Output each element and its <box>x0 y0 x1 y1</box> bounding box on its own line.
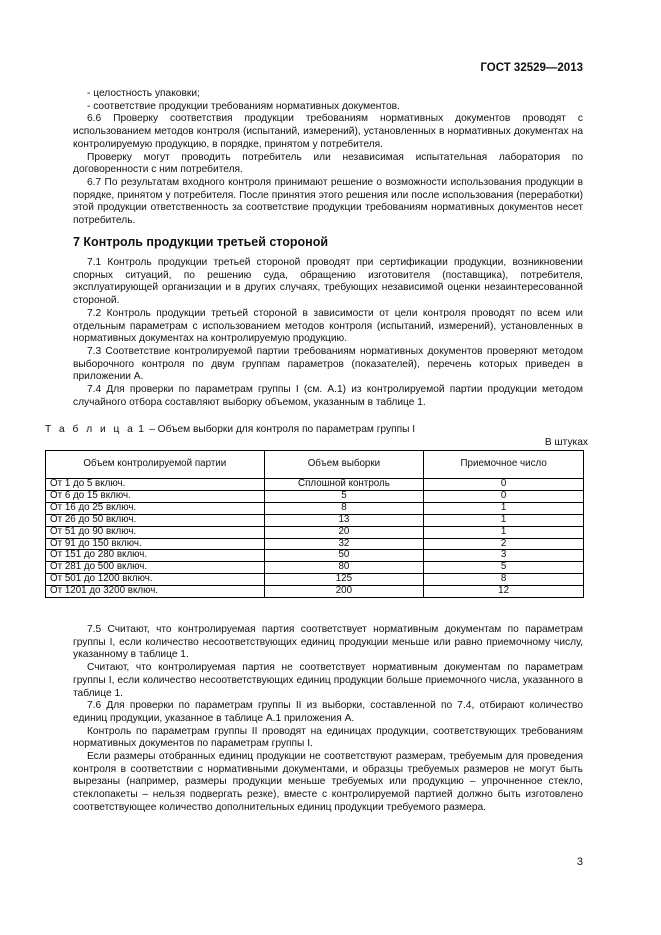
paragraph: 7.5 Считают, что контролируемая партия соответствует нормативным документам по параметрам группы I, если количество несоответствующих единиц продукции меньше или равно приемочному числу, указанному в таблице 1. <box>73 624 583 661</box>
table-row <box>46 514 584 526</box>
table-cell: 50 <box>264 550 424 562</box>
table-cell: От 51 до 90 включ. <box>46 526 265 538</box>
table-row <box>46 562 584 574</box>
table-cell: 8 <box>264 502 424 514</box>
table-cell: 1 <box>424 502 584 514</box>
table-cell: 5 <box>264 490 424 502</box>
table-row <box>46 490 584 502</box>
table-caption-label: Т а б л и ц а <box>45 424 136 435</box>
paragraph: 6.6 Проверку соответствия продукции требованиям нормативных документов проводят с использованием методов контроля (испытаний, измерений), установленных в нормативных документах на контролируемую продукцию, в порядке, принятом у потребителя. <box>73 113 583 150</box>
table-cell: 0 <box>424 490 584 502</box>
column-header: Приемочное число <box>424 451 584 479</box>
table-cell: 32 <box>264 538 424 550</box>
paragraph: Если размеры отобранных единиц продукции не соответствуют размерам, требуемым для проведения контроля в соответствии с нормативными документами, и образцы требуемых размеров не могут быть вырезаны (например, размеры продукции меньше требуемых или продукцию – упрочненное стекло, стеклопакеты – нельзя подвергать резке), вместе с контролируемой партией должно быть изготовлено соответствующее количество дополнительных единиц продукции требуемого размера. <box>73 751 583 813</box>
page-number: 3 <box>576 856 583 868</box>
column-header: Объем контролируемой партии <box>46 451 265 479</box>
table-caption <box>45 424 415 435</box>
paragraph: - целостность упаковки; <box>87 88 200 99</box>
table-cell: 5 <box>424 562 584 574</box>
table-caption-text: – Объем выборки для контроля по параметрам группы I <box>146 424 416 435</box>
table-cell: 12 <box>424 586 584 598</box>
table-caption-number: 1 <box>138 424 147 435</box>
section-heading: 7 Контроль продукции третьей стороной <box>73 235 329 249</box>
section-7-text <box>73 257 583 409</box>
table-row <box>46 574 584 586</box>
column-header: Объем выборки <box>264 451 424 479</box>
table-cell: 200 <box>264 586 424 598</box>
table-cell: 1 <box>424 526 584 538</box>
bottom-text-block <box>73 624 583 815</box>
table-cell: От 1 до 5 включ. <box>46 479 265 491</box>
paragraph: Контроль по параметрам группы II проводят на единицах продукции, соответствующих требованиям нормативных документов по параметрам группы I. <box>73 725 583 750</box>
table-row <box>46 502 584 514</box>
table-cell: 8 <box>424 574 584 586</box>
table-row <box>46 586 584 598</box>
paragraph: 7.1 Контроль продукции третьей стороной проводят при сертификации продукции, возникновении спорных ситуаций, по решению суда, обращению изготовителя (поставщика), потребителя, эксплуатирующей организации и в других случаях, требующих независимой оценки незаинтересованной стороной. <box>73 257 583 307</box>
table-cell: Сплошной контроль <box>264 479 424 491</box>
table-cell: 125 <box>264 574 424 586</box>
table-cell: От 16 до 25 включ. <box>46 502 265 514</box>
table-cell: От 501 до 1200 включ. <box>46 574 265 586</box>
table-cell: 3 <box>424 550 584 562</box>
paragraph: 7.4 Для проверки по параметрам группы I (см. А.1) из контролируемой партии продукции методом случайного отбора составляют выборку объемом, указанным в таблице 1. <box>73 384 583 408</box>
table-cell: От 91 до 150 включ. <box>46 538 265 550</box>
table-cell: От 1201 до 3200 включ. <box>46 586 265 598</box>
table-row <box>46 479 584 491</box>
table-cell: 20 <box>264 526 424 538</box>
document-code: ГОСТ 32529—2013 <box>480 62 583 74</box>
table-cell: От 151 до 280 включ. <box>46 550 265 562</box>
table-cell: 0 <box>424 479 584 491</box>
paragraph: Проверку могут проводить потребитель или независимая испытательная лаборатория по договоренности с ним потребителя. <box>73 151 583 176</box>
top-text-block <box>73 88 583 228</box>
table-cell: От 281 до 500 включ. <box>46 562 265 574</box>
paragraph: 7.2 Контроль продукции третьей стороной в зависимости от цели контроля проводят по всем или отдельным параметрам с использованием методов контроля (испытаний, измерений), установленных в нормативных документах на контролируемую продукцию. <box>73 307 583 345</box>
table-units: В штуках <box>544 437 588 448</box>
paragraph: Считают, что контролируемая партия не соответствует нормативным документам по параметрам группы I, если количество несоответствующих единиц продукции больше приемочного числа, указанного в таблице 1. <box>73 662 583 699</box>
table-row <box>46 526 584 538</box>
sample-size-table <box>45 450 584 598</box>
table-cell: От 26 до 50 включ. <box>46 514 265 526</box>
table-cell: 1 <box>424 514 584 526</box>
table-cell: 2 <box>424 538 584 550</box>
table-row <box>46 538 584 550</box>
table-row <box>46 550 584 562</box>
paragraph: 6.7 По результатам входного контроля принимают решение о возможности использования продукции в порядке, принятом у потребителя. После принятия этого решения или после использования (переработки) этой продукции ответственность за соответствие продукции требованиям нормативных документов несет потребитель. <box>73 176 583 227</box>
paragraph: 7.3 Соответствие контролируемой партии требованиям нормативных документов проверяют методом выборочного контроля по двум группам параметров (показателей), перечень которых приведен в приложении А. <box>73 345 583 383</box>
table-header-row <box>46 451 584 479</box>
paragraph: - соответствие продукции требованиям нормативных документов. <box>87 100 400 112</box>
table-cell: 80 <box>264 562 424 574</box>
table-cell: 13 <box>264 514 424 526</box>
paragraph: 7.6 Для проверки по параметрам группы II из выборки, составленной по 7.4, отбирают количество единиц продукции, указанное в таблице А.1 приложения А. <box>73 700 583 724</box>
table-cell: От 6 до 15 включ. <box>46 490 265 502</box>
section-7 <box>73 236 583 249</box>
